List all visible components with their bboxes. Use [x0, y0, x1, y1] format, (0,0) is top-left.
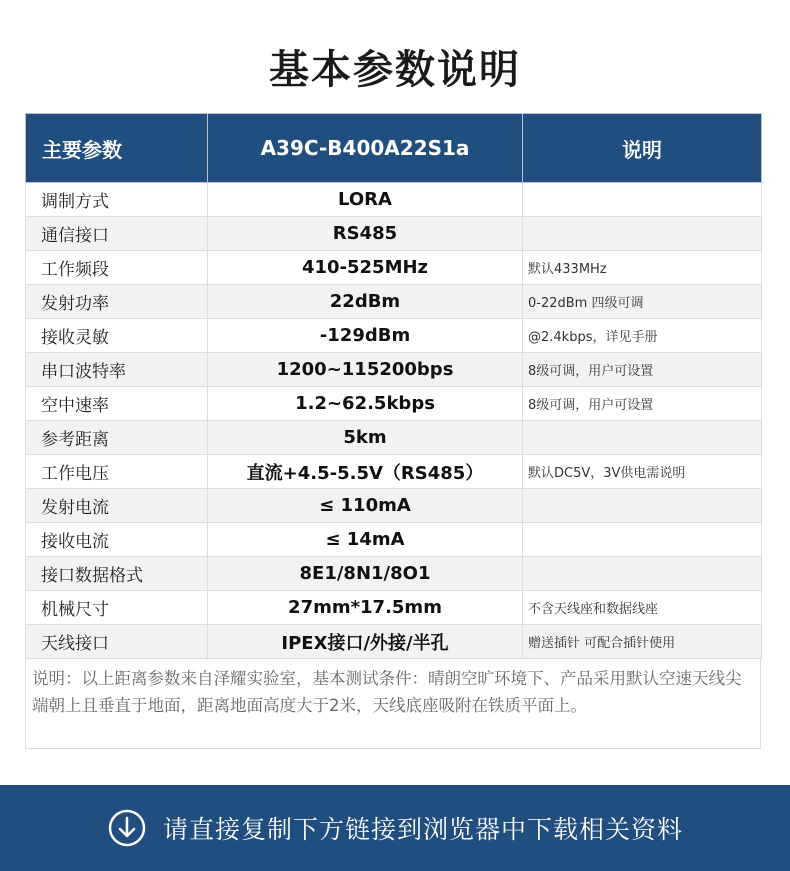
param-name-cell: 参考距离	[26, 421, 208, 455]
table-row	[26, 319, 762, 353]
param-description-cell	[523, 523, 762, 557]
table-row	[26, 625, 762, 659]
param-value-cell: 1.2~62.5kbps	[208, 387, 523, 421]
param-value-cell: 22dBm	[208, 285, 523, 319]
param-description-cell: 默认DC5V，3V供电需说明	[523, 455, 762, 489]
table-header-row	[26, 114, 762, 183]
table-row	[26, 251, 762, 285]
param-description-cell	[523, 489, 762, 523]
param-description-cell	[523, 217, 762, 251]
param-name-cell: 接口数据格式	[26, 557, 208, 591]
header-model: A39C-B400A22S1a	[208, 114, 523, 183]
param-description-cell: @2.4kbps，详见手册	[523, 319, 762, 353]
param-name-cell: 空中速率	[26, 387, 208, 421]
param-value-cell: ≤ 110mA	[208, 489, 523, 523]
param-value-cell: LORA	[208, 183, 523, 217]
table-row	[26, 523, 762, 557]
param-name-cell: 发射功率	[26, 285, 208, 319]
table-row	[26, 591, 762, 625]
download-instruction-text: 请直接复制下方链接到浏览器中下载相关资料	[162, 815, 683, 844]
table-body	[26, 183, 762, 659]
param-value-cell: IPEX接口/外接/半孔	[208, 625, 523, 659]
param-name-cell: 调制方式	[26, 183, 208, 217]
param-value-cell: -129dBm	[208, 319, 523, 353]
param-value-cell: 410-525MHz	[208, 251, 523, 285]
table-row	[26, 353, 762, 387]
page-title: 基本参数说明	[269, 47, 521, 93]
table-row	[26, 489, 762, 523]
header-parameter: 主要参数	[26, 114, 208, 183]
param-value-cell: 5km	[208, 421, 523, 455]
param-name-cell: 发射电流	[26, 489, 208, 523]
header-description: 说明	[523, 114, 762, 183]
table-row	[26, 421, 762, 455]
param-value-cell: 直流+4.5-5.5V（RS485）	[208, 455, 523, 489]
param-description-cell	[523, 557, 762, 591]
download-circle-icon	[107, 808, 147, 848]
param-name-cell: 通信接口	[26, 217, 208, 251]
param-description-cell: 赠送插针 可配合插针使用	[523, 625, 762, 659]
param-value-cell: 1200~115200bps	[208, 353, 523, 387]
table-row	[26, 217, 762, 251]
parameter-table	[25, 113, 762, 659]
param-description-cell: 8级可调，用户可设置	[523, 387, 762, 421]
param-value-cell: ≤ 14mA	[208, 523, 523, 557]
param-description-cell	[523, 183, 762, 217]
param-value-cell: 8E1/8N1/8O1	[208, 557, 523, 591]
table-row	[26, 183, 762, 217]
param-description-cell: 不含天线座和数据线座	[523, 591, 762, 625]
param-name-cell: 工作电压	[26, 455, 208, 489]
param-name-cell: 串口波特率	[26, 353, 208, 387]
param-value-cell: RS485	[208, 217, 523, 251]
test-conditions-note: 说明：以上距离参数来自泽耀实验室，基本测试条件：晴朗空旷环境下、产品采用默认空速天线尖端朝上且垂直于地面，距离地面高度大于2米，天线底座吸附在铁质平面上。	[25, 659, 761, 749]
param-name-cell: 工作频段	[26, 251, 208, 285]
param-description-cell: 8级可调，用户可设置	[523, 353, 762, 387]
param-name-cell: 天线接口	[26, 625, 208, 659]
param-description-cell: 默认433MHz	[523, 251, 762, 285]
download-banner	[0, 785, 790, 871]
param-value-cell: 27mm*17.5mm	[208, 591, 523, 625]
param-name-cell: 接收灵敏	[26, 319, 208, 353]
table-row	[26, 285, 762, 319]
table-row	[26, 455, 762, 489]
param-description-cell	[523, 421, 762, 455]
param-description-cell: 0-22dBm 四级可调	[523, 285, 762, 319]
table-row	[26, 557, 762, 591]
param-name-cell: 接收电流	[26, 523, 208, 557]
table-row	[26, 387, 762, 421]
param-name-cell: 机械尺寸	[26, 591, 208, 625]
